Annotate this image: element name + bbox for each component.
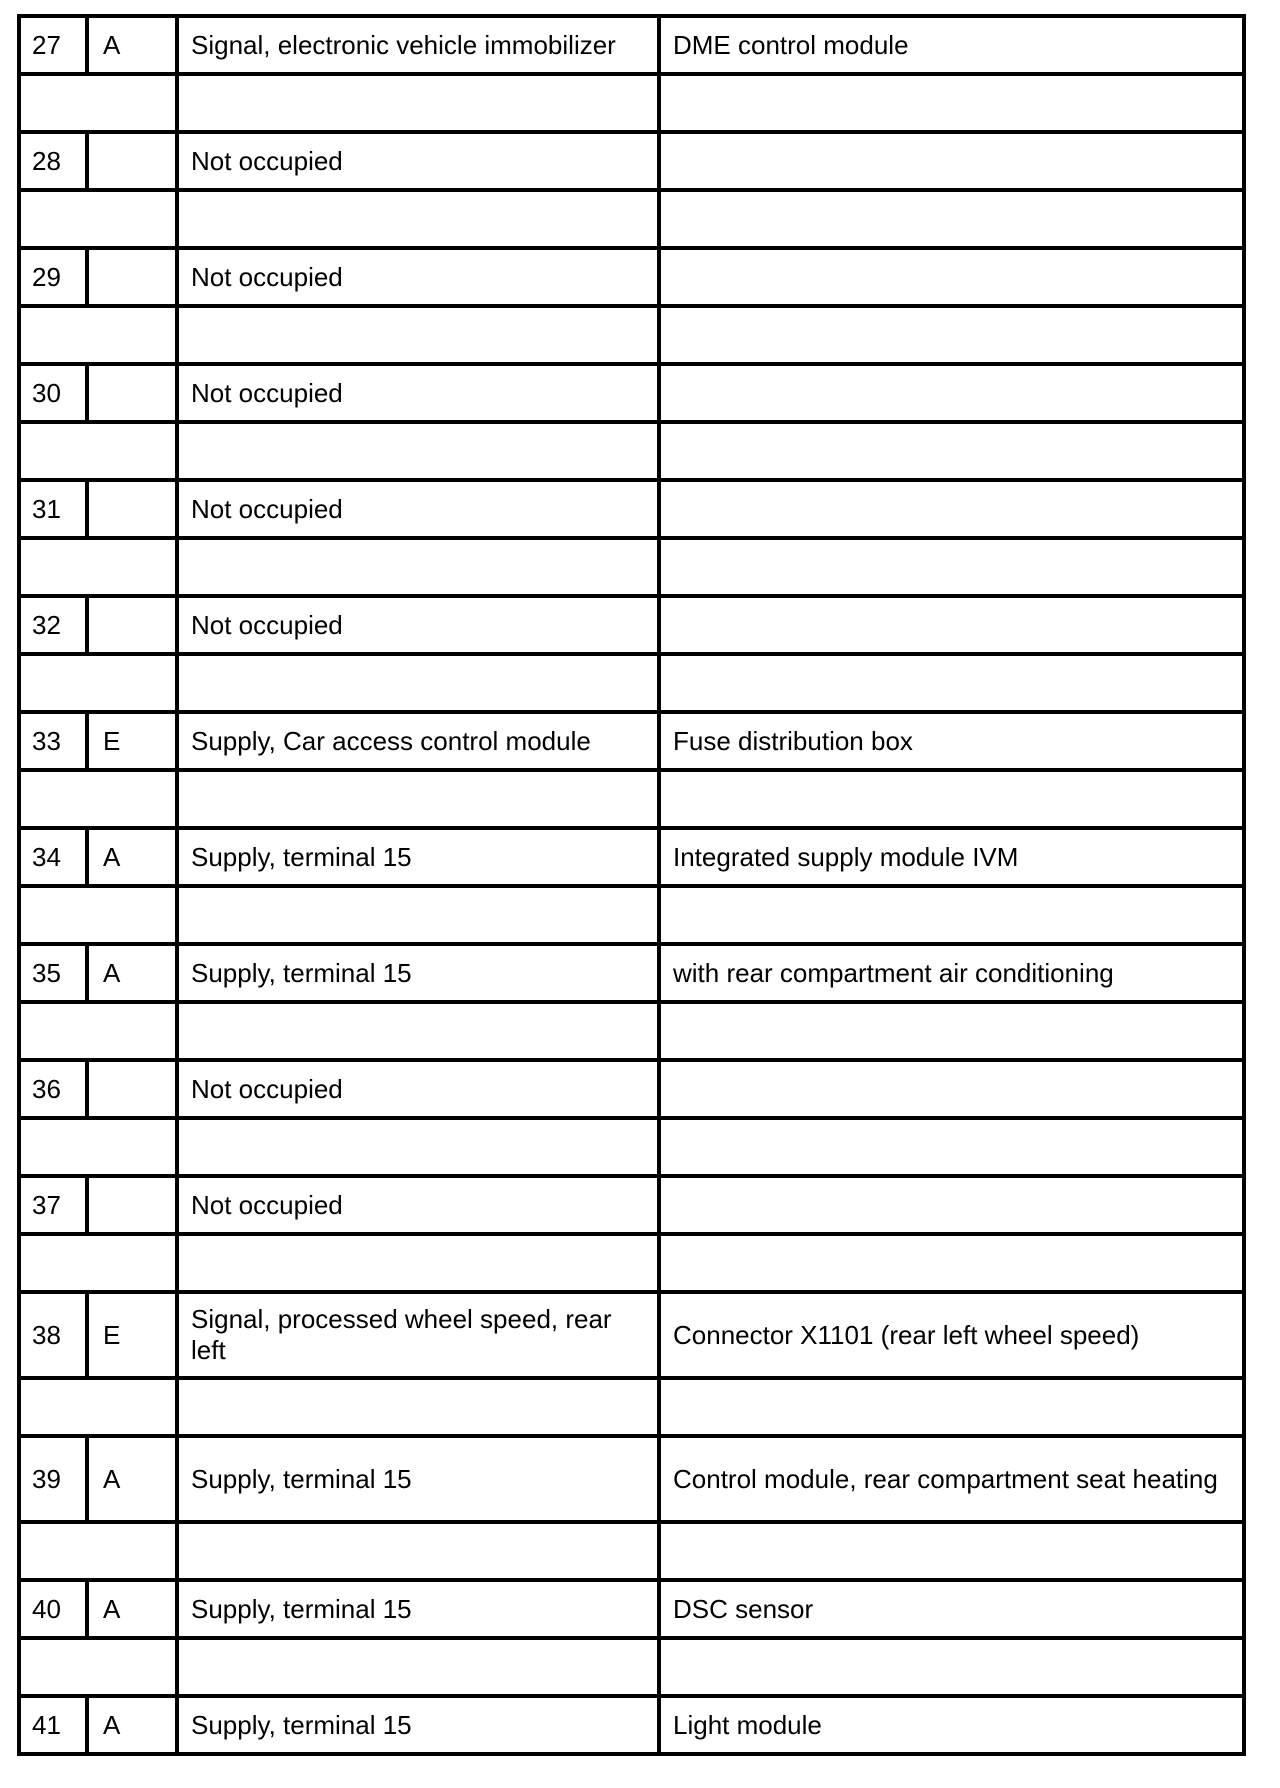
description-cell: Not occupied <box>177 596 659 654</box>
spacer-row <box>19 1522 1244 1580</box>
connection-cell <box>659 364 1244 422</box>
connection-cell: DSC sensor <box>659 1580 1244 1638</box>
spacer-row <box>19 422 1244 480</box>
signal-type-cell <box>87 596 177 654</box>
description-cell: Signal, electronic vehicle immobilizer <box>177 16 659 74</box>
spacer-row <box>19 1638 1244 1696</box>
spacer-row <box>19 770 1244 828</box>
spacer-row <box>19 1118 1244 1176</box>
signal-type-cell: A <box>87 944 177 1002</box>
table-row <box>19 1436 1244 1522</box>
table-row <box>19 596 1244 654</box>
spacer-row <box>19 1002 1244 1060</box>
description-cell: Supply, terminal 15 <box>177 1436 659 1522</box>
spacer-row <box>19 886 1244 944</box>
pin-number-cell: 35 <box>19 944 87 1002</box>
signal-type-cell <box>87 480 177 538</box>
pin-number-cell: 40 <box>19 1580 87 1638</box>
signal-type-cell <box>87 1176 177 1234</box>
table-row <box>19 1696 1244 1754</box>
description-cell: Not occupied <box>177 248 659 306</box>
table-row <box>19 16 1244 74</box>
signal-type-cell: A <box>87 1580 177 1638</box>
connection-cell: Control module, rear compartment seat heating <box>659 1436 1244 1522</box>
table-row <box>19 248 1244 306</box>
signal-type-cell <box>87 1060 177 1118</box>
spacer-row <box>19 654 1244 712</box>
table-row <box>19 1176 1244 1234</box>
connection-cell: Light module <box>659 1696 1244 1754</box>
signal-type-cell <box>87 248 177 306</box>
table-row <box>19 480 1244 538</box>
pin-number-cell: 38 <box>19 1292 87 1378</box>
connection-cell <box>659 1176 1244 1234</box>
table-row <box>19 1060 1244 1118</box>
connection-cell <box>659 480 1244 538</box>
pin-number-cell: 31 <box>19 480 87 538</box>
pin-number-cell: 27 <box>19 16 87 74</box>
description-cell: Not occupied <box>177 1176 659 1234</box>
pin-number-cell: 41 <box>19 1696 87 1754</box>
signal-type-cell: A <box>87 1436 177 1522</box>
description-cell: Not occupied <box>177 1060 659 1118</box>
table-row <box>19 364 1244 422</box>
spacer-row <box>19 1234 1244 1292</box>
spacer-row <box>19 190 1244 248</box>
table-row <box>19 1580 1244 1638</box>
table-row <box>19 944 1244 1002</box>
description-cell: Not occupied <box>177 364 659 422</box>
description-cell: Signal, processed wheel speed, rear left <box>177 1292 659 1378</box>
connection-cell <box>659 248 1244 306</box>
signal-type-cell <box>87 132 177 190</box>
description-cell: Supply, terminal 15 <box>177 828 659 886</box>
description-cell: Supply, terminal 15 <box>177 944 659 1002</box>
signal-type-cell: A <box>87 16 177 74</box>
signal-type-cell: E <box>87 712 177 770</box>
table-row <box>19 828 1244 886</box>
spacer-row <box>19 74 1244 132</box>
connection-cell: with rear compartment air conditioning <box>659 944 1244 1002</box>
pin-number-cell: 36 <box>19 1060 87 1118</box>
spacer-row <box>19 538 1244 596</box>
pin-number-cell: 33 <box>19 712 87 770</box>
connection-cell <box>659 596 1244 654</box>
connection-cell: Integrated supply module IVM <box>659 828 1244 886</box>
pin-number-cell: 28 <box>19 132 87 190</box>
description-cell: Not occupied <box>177 132 659 190</box>
table-row <box>19 712 1244 770</box>
connection-cell <box>659 1060 1244 1118</box>
pin-number-cell: 32 <box>19 596 87 654</box>
description-cell: Not occupied <box>177 480 659 538</box>
signal-type-cell: A <box>87 828 177 886</box>
connection-cell: Fuse distribution box <box>659 712 1244 770</box>
signal-type-cell: E <box>87 1292 177 1378</box>
description-cell: Supply, terminal 15 <box>177 1580 659 1638</box>
pin-number-cell: 39 <box>19 1436 87 1522</box>
table-row <box>19 1292 1244 1378</box>
connection-cell: Connector X1101 (rear left wheel speed) <box>659 1292 1244 1378</box>
description-cell: Supply, terminal 15 <box>177 1696 659 1754</box>
table-row <box>19 132 1244 190</box>
pin-assignment-table <box>17 14 1246 1756</box>
signal-type-cell: A <box>87 1696 177 1754</box>
pin-number-cell: 34 <box>19 828 87 886</box>
description-cell: Supply, Car access control module <box>177 712 659 770</box>
pin-number-cell: 37 <box>19 1176 87 1234</box>
spacer-row <box>19 306 1244 364</box>
spacer-row <box>19 1378 1244 1436</box>
connection-cell: DME control module <box>659 16 1244 74</box>
connection-cell <box>659 132 1244 190</box>
pin-number-cell: 29 <box>19 248 87 306</box>
pin-number-cell: 30 <box>19 364 87 422</box>
signal-type-cell <box>87 364 177 422</box>
